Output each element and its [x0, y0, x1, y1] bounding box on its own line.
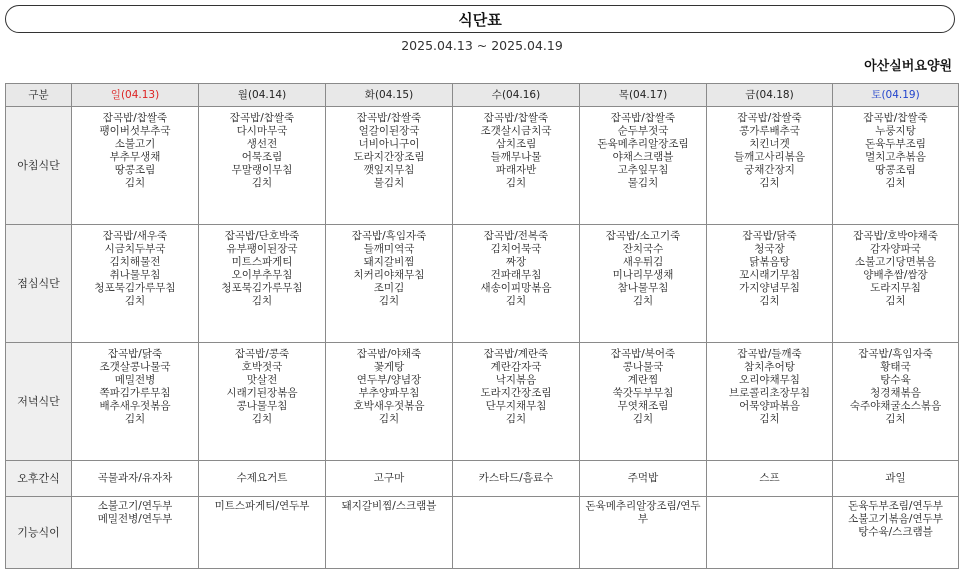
menu-cell: [199, 107, 326, 225]
menu-cell: [326, 343, 453, 461]
menu-item: 고추잎무침: [617, 164, 669, 176]
menu-item: 잡곡밥/단호박죽: [224, 230, 300, 242]
menu-item: 팽이버섯부추국: [99, 125, 171, 137]
menu-item: 김치: [378, 413, 400, 425]
menu-cell: [199, 461, 326, 497]
page-title: 식단표: [458, 10, 502, 29]
day-header: 수(04.16): [453, 84, 580, 107]
menu-item: 유부팽이된장국: [226, 243, 298, 255]
menu-cell: [707, 107, 833, 225]
menu-cell: [707, 343, 833, 461]
menu-item: 가지양념무침: [739, 282, 800, 294]
menu-item: 오리야채무침: [739, 374, 800, 386]
menu-item: 브로콜리초장무침: [728, 387, 811, 399]
menu-item: 호박새우젓볶음: [353, 400, 425, 412]
menu-item: 물김치: [373, 177, 405, 189]
menu-item: 생선전: [246, 138, 278, 150]
menu-item: 김치: [124, 295, 146, 307]
menu-item: 김치: [378, 295, 400, 307]
menu-item: 잡곡밥/북어죽: [610, 348, 676, 360]
meal-row: [6, 225, 959, 343]
menu-cell: [453, 225, 580, 343]
menu-cell: [833, 107, 959, 225]
menu-item: 잡곡밥/찹쌀죽: [737, 112, 802, 124]
facility-name: 아산실버요양원: [864, 59, 952, 74]
menu-cell: [580, 107, 707, 225]
menu-cell: [707, 497, 833, 569]
menu-item: 고구마: [373, 472, 405, 484]
menu-cell: [707, 461, 833, 497]
menu-item: 너비아니구이: [358, 138, 420, 150]
menu-item: 호박젓국: [241, 361, 283, 373]
menu-item: 잡곡밥/찹쌀죽: [102, 112, 168, 124]
menu-cell: [326, 461, 453, 497]
menu-item: 잡곡밥/찹쌀죽: [356, 112, 422, 124]
menu-item: 미트스파게티/연두부: [214, 500, 310, 512]
menu-item: 건파래무침: [490, 269, 542, 281]
menu-item: 조갯살시금치국: [480, 125, 552, 137]
meal-label: 아침식단: [6, 107, 72, 225]
menu-item: 청경채볶음: [870, 387, 921, 399]
menu-cell: [580, 461, 707, 497]
menu-item: 김치: [505, 413, 527, 425]
menu-item: 야채스크램블: [612, 151, 674, 163]
meal-label: 점심식단: [6, 225, 72, 343]
menu-item: 부: [637, 513, 649, 525]
menu-table: [5, 83, 959, 569]
day-header: 화(04.15): [326, 84, 453, 107]
menu-item: 누룽지탕: [875, 125, 916, 137]
menu-item: 돼지갈비찜: [363, 256, 415, 268]
menu-item: 쑥갓두부무침: [612, 387, 674, 399]
menu-item: 김치: [759, 295, 780, 307]
menu-item: 들깨무나물: [490, 151, 542, 163]
menu-item: 잡곡밥/소고기죽: [605, 230, 681, 242]
menu-item: 콩나물국: [622, 361, 664, 373]
menu-item: 단무지채무침: [485, 400, 547, 412]
day-header: 토(04.19): [833, 84, 959, 107]
menu-cell: [580, 497, 707, 569]
menu-item: 잡곡밥/야채죽: [356, 348, 422, 360]
menu-cell: [326, 225, 453, 343]
menu-item: 김치해물전: [109, 256, 161, 268]
day-header: 금(04.18): [707, 84, 833, 107]
menu-item: 김치: [632, 413, 654, 425]
menu-cell: [326, 497, 453, 569]
menu-cell: [326, 107, 453, 225]
menu-item: 들깨미역국: [363, 243, 415, 255]
menu-item: 스프: [759, 472, 780, 484]
menu-item: 김치: [885, 177, 906, 189]
menu-cell: [453, 107, 580, 225]
menu-item: 잡곡밥/호박야채죽: [853, 230, 938, 242]
menu-item: 잡곡밥/들깨죽: [737, 348, 802, 360]
menu-item: 짜장: [505, 256, 527, 268]
meal-row: [6, 343, 959, 461]
menu-item: 돼지갈비찜/스크램블: [341, 500, 437, 512]
header-row: [6, 84, 959, 107]
menu-cell: [453, 497, 580, 569]
menu-item: 김치: [124, 177, 146, 189]
menu-item: 잔치국수: [622, 243, 664, 255]
menu-cell: [199, 343, 326, 461]
menu-cell: [580, 343, 707, 461]
menu-item: 김치: [759, 413, 780, 425]
menu-item: 땅콩조림: [875, 164, 916, 176]
menu-item: 참치추어탕: [744, 361, 795, 373]
menu-item: 들깨고사리볶음: [733, 151, 805, 163]
menu-item: 맛살전: [246, 374, 278, 386]
menu-item: 미나리무생채: [612, 269, 674, 281]
menu-item: 순두부젓국: [617, 125, 669, 137]
menu-item: 소불고기당면볶음: [854, 256, 937, 268]
menu-item: 도라지간장조림: [480, 387, 552, 399]
day-header: 목(04.17): [580, 84, 707, 107]
menu-item: 탕수육/스크램블: [858, 526, 933, 538]
meal-label: 오후간식: [6, 461, 72, 497]
menu-item: 궁채간장지: [744, 164, 795, 176]
menu-cell: [453, 343, 580, 461]
menu-item: 감자양파국: [870, 243, 921, 255]
menu-item: 곡물과자/유자차: [97, 472, 173, 484]
day-header: 일(04.13): [72, 84, 199, 107]
meal-label: 저녁식단: [6, 343, 72, 461]
menu-item: 잡곡밥/흑임자죽: [858, 348, 933, 360]
menu-item: 김치: [251, 177, 273, 189]
menu-item: 김치: [632, 295, 654, 307]
menu-item: 도라지간장조림: [353, 151, 425, 163]
menu-item: 미트스파게티: [231, 256, 293, 268]
menu-item: 소불고기/연두부: [97, 500, 173, 512]
menu-cell: [72, 107, 199, 225]
menu-item: 김치: [885, 295, 906, 307]
menu-item: 무말랭이무침: [231, 164, 293, 176]
menu-item: 치킨너겟: [749, 138, 790, 150]
menu-item: 새우튀김: [622, 256, 664, 268]
menu-item: 잡곡밥/찹쌀죽: [229, 112, 295, 124]
menu-item: 돈육두부조림: [865, 138, 926, 150]
menu-item: 어묵양파볶음: [739, 400, 800, 412]
menu-item: 김치: [251, 295, 273, 307]
meal-row: [6, 497, 959, 569]
menu-item: 김치: [505, 177, 527, 189]
menu-item: 어묵조림: [241, 151, 283, 163]
menu-item: 잡곡밥/찹쌀죽: [483, 112, 549, 124]
menu-cell: [833, 497, 959, 569]
menu-cell: [580, 225, 707, 343]
menu-cell: [833, 461, 959, 497]
menu-item: 양배추쌈/쌈장: [863, 269, 928, 281]
meal-row: [6, 461, 959, 497]
menu-item: 김치어묵국: [490, 243, 542, 255]
menu-item: 돈육메추리알장조림: [597, 138, 689, 150]
menu-item: 멸치고추볶음: [865, 151, 926, 163]
menu-item: 메밀전병/연두부: [97, 513, 173, 525]
menu-item: 숙주야채굴소스볶음: [849, 400, 942, 412]
menu-item: 파래자반: [495, 164, 537, 176]
menu-item: 김치: [885, 413, 906, 425]
page-title-box: [5, 5, 955, 33]
menu-item: 돈육메추리알장조림/연두: [585, 500, 701, 512]
menu-item: 잡곡밥/닭죽: [107, 348, 163, 360]
menu-item: 땅콩조림: [114, 164, 156, 176]
menu-item: 계란찜: [627, 374, 659, 386]
menu-item: 부추양파무침: [358, 387, 420, 399]
menu-item: 청포묵김가루무침: [94, 282, 176, 294]
menu-item: 새송이피망볶음: [480, 282, 552, 294]
menu-item: 수제요거트: [236, 472, 288, 484]
menu-cell: [199, 225, 326, 343]
menu-item: 닭볶음탕: [749, 256, 790, 268]
day-header: 월(04.14): [199, 84, 326, 107]
menu-item: 소불고기볶음/연두부: [848, 513, 943, 525]
menu-item: 쪽파김가루무침: [99, 387, 171, 399]
menu-item: 치커리야채무침: [353, 269, 425, 281]
menu-item: 김치: [251, 413, 273, 425]
menu-cell: [453, 461, 580, 497]
menu-item: 잡곡밥/찹쌀죽: [610, 112, 676, 124]
menu-item: 계란감자국: [490, 361, 542, 373]
menu-cell: [72, 225, 199, 343]
meal-row: [6, 107, 959, 225]
menu-item: 조갯살콩나물국: [99, 361, 171, 373]
menu-item: 청포묵김가루무침: [221, 282, 303, 294]
menu-item: 콩가루배추국: [739, 125, 800, 137]
menu-item: 부추무생채: [109, 151, 161, 163]
menu-item: 배추새우젓볶음: [99, 400, 171, 412]
menu-item: 잡곡밥/계란죽: [483, 348, 549, 360]
menu-item: 꼬시래기무침: [739, 269, 800, 281]
menu-item: 과일: [885, 472, 906, 484]
corner-label: 구분: [6, 84, 72, 107]
menu-item: 콩나물무침: [236, 400, 288, 412]
menu-cell: [199, 497, 326, 569]
menu-item: 메밀전병: [114, 374, 156, 386]
menu-item: 탕수육: [880, 374, 911, 386]
menu-item: 도라지무침: [870, 282, 921, 294]
menu-item: 꽃게탕: [373, 361, 405, 373]
menu-item: 김치: [759, 177, 780, 189]
menu-item: 삼치조림: [495, 138, 537, 150]
menu-item: 소불고기: [114, 138, 156, 150]
menu-item: 김치: [124, 413, 146, 425]
menu-item: 황태국: [880, 361, 911, 373]
menu-item: 잡곡밥/흑임자죽: [351, 230, 427, 242]
menu-cell: [72, 343, 199, 461]
menu-item: 잡곡밥/닭죽: [742, 230, 797, 242]
menu-item: 카스타드/흠료수: [478, 472, 554, 484]
menu-cell: [833, 343, 959, 461]
date-range: 2025.04.13 ~ 2025.04.19: [401, 38, 563, 53]
menu-item: 연두부/양념장: [356, 374, 422, 386]
menu-item: 주먹밥: [627, 472, 659, 484]
menu-item: 김치: [505, 295, 527, 307]
menu-item: 물김치: [627, 177, 659, 189]
menu-cell: [72, 461, 199, 497]
menu-item: 조미김: [373, 282, 405, 294]
menu-item: 시금치두부국: [104, 243, 166, 255]
menu-cell: [72, 497, 199, 569]
menu-item: 취나물무침: [109, 269, 161, 281]
menu-cell: [833, 225, 959, 343]
menu-item: 돈육두부조림/연두부: [848, 500, 943, 512]
menu-item: 잡곡밥/콩죽: [234, 348, 290, 360]
menu-cell: [707, 225, 833, 343]
menu-item: 무엿채조림: [617, 400, 669, 412]
menu-item: 오이부추무침: [231, 269, 293, 281]
menu-item: 참나물무침: [617, 282, 669, 294]
menu-item: 얼갈이된장국: [358, 125, 420, 137]
menu-body: [6, 107, 959, 569]
menu-item: 잡곡밥/전복죽: [483, 230, 549, 242]
meal-label: 기능식이: [6, 497, 72, 569]
menu-item: 시래기된장볶음: [226, 387, 298, 399]
menu-item: 깻잎지무침: [363, 164, 415, 176]
menu-item: 잡곡밥/새우죽: [102, 230, 168, 242]
menu-item: 잡곡밥/찹쌀죽: [863, 112, 928, 124]
menu-item: 청국장: [754, 243, 785, 255]
menu-item: 낙지볶음: [495, 374, 537, 386]
menu-item: 다시마무국: [236, 125, 288, 137]
